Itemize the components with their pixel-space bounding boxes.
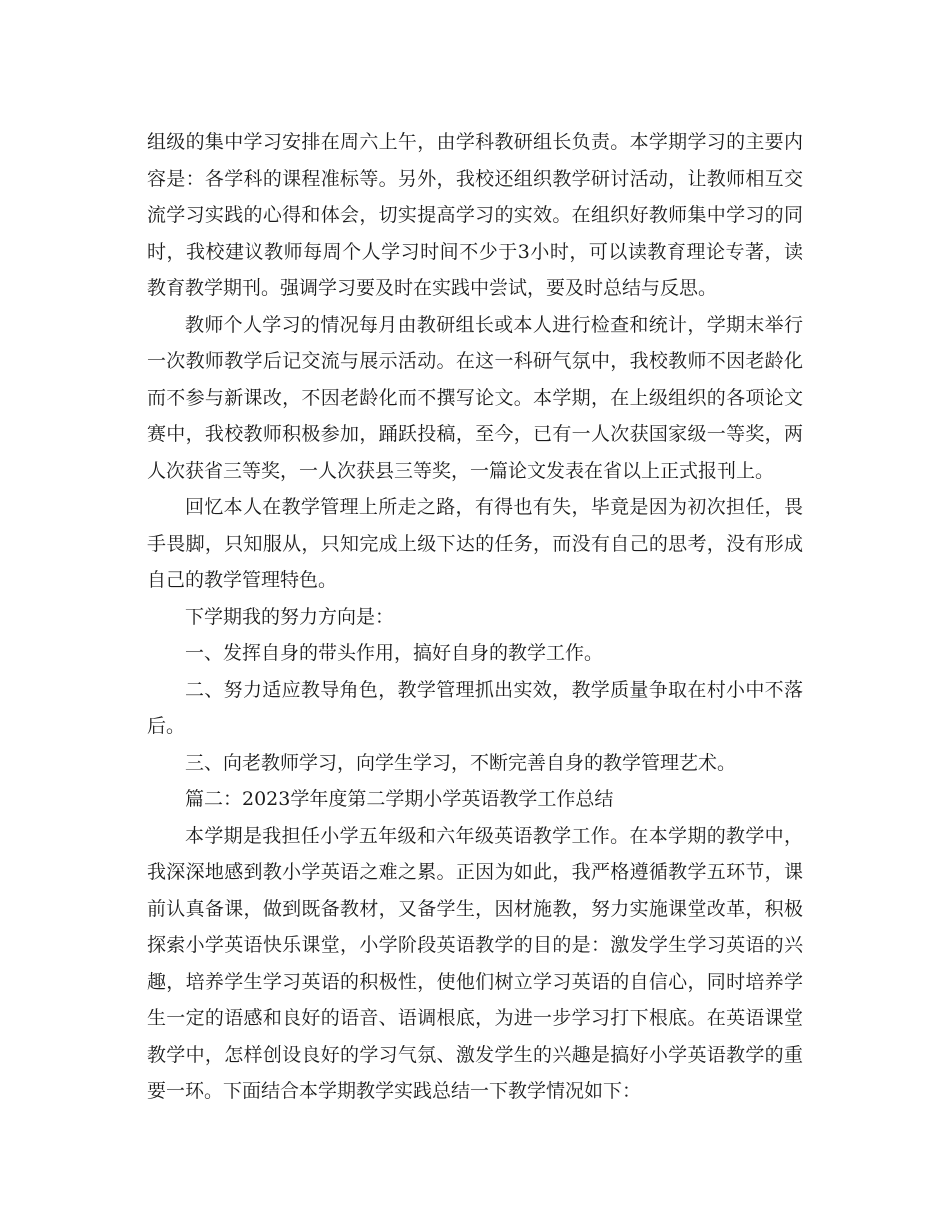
paragraph-next-term-heading: 下学期我的努力方向是： [185, 605, 395, 628]
paragraph-english-teaching: 本学期是我担任小学五年级和六年级英语教学工作。在本学期的教学中，我深深地感到教小学英语之难之累。正因为如此，我严格遵循教学五环节，课前认真备课，做到既备教材，又备学生，因材施教，努力实施课堂改革，积极探索小学英语快乐课堂，小学阶段英语教学的目的是：激发学生学习英语的兴趣，培养学生学习英语的积极性，使他们树立学习英语的自信心，同时培养学生一定的语感和良好的语音、语调根底，为进一步学习打下根底。在英语课堂教学中，怎样创设良好的学习气氛、激发学生的兴趣是搞好小学英语教学的重要一环。下面结合本学期教学实践总结一下教学情况如下： [147, 824, 803, 1102]
list-item-goal-1: 一、发挥自身的带头作用，搞好自身的教学工作。 [185, 642, 604, 664]
paragraph-personal-study: 教师个人学习的情况每月由教研组长或本人进行检查和统计，学期末举行一次教师教学后记交流与展示活动。在这一科研气氛中，我校教师不因老龄化而不参与新课改，不因老龄化而不撰写论文。本学期，在上级组织的各项论文赛中，我校教师积极参加，踊跃投稿，至今，已有一人次获国家级一等奖，两人次获省三等奖，一人次获县三等奖，一篇论文发表在省以上正式报刊上。 [147, 313, 803, 482]
list-item-goal-2: 二、努力适应教导角色，教学管理抓出实效，教学质量争取在村小中不落后。 [147, 678, 803, 737]
section-title-part-two: 篇二：2023学年度第二学期小学英语教学工作总结 [185, 788, 614, 810]
list-item-goal-3: 三、向老教师学习，向学生学习，不断完善自身的教学管理艺术。 [185, 751, 737, 774]
paragraph-study-arrangement: 组级的集中学习安排在周六上午，由学科教研组长负责。本学期学习的主要内容是：各学科的课程准标等。另外，我校还组织教学研讨活动，让教师相互交流学习实践的心得和体会，切实提高学习的实效。在组织好教师集中学习的同时，我校建议教师每周个人学习时间不少于3小时，可以读教育理论专著，读教育教学期刊。强调学习要及时在实践中尝试，要及时总结与反思。 [147, 131, 803, 299]
paragraph-reflection: 回忆本人在教学管理上所走之路，有得也有失，毕竟是因为初次担任，畏手畏脚，只知服从，只知完成上级下达的任务，而没有自己的思考，没有形成自己的教学管理特色。 [147, 496, 803, 591]
document-body [147, 124, 803, 1110]
